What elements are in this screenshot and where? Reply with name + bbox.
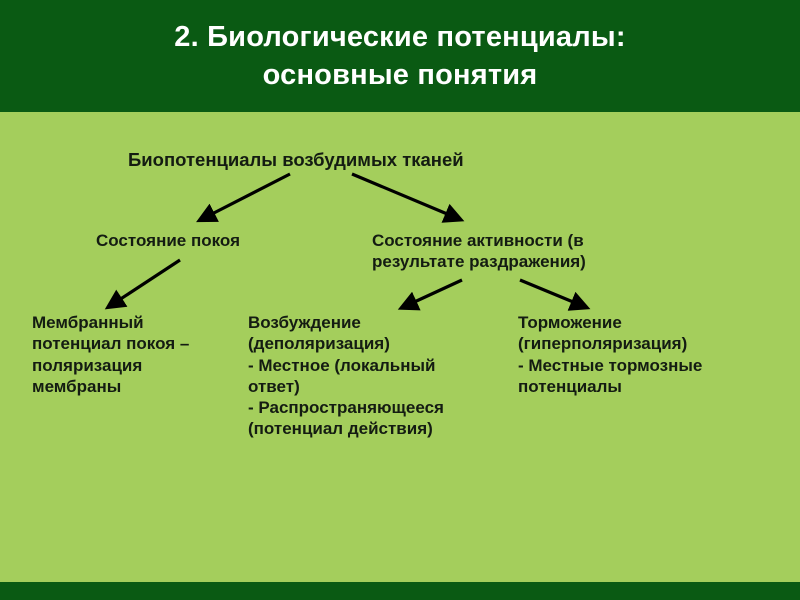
connector-active-to-excitation [410,280,462,304]
node-inhibition-line-1: Торможение [518,313,622,332]
connector-rest-to-membrane-potential [116,260,180,302]
node-inhibition-line-3: - Местные тормозные [518,355,703,375]
node-membrane-potential-line-3: поляризация [32,355,143,375]
node-inhibition-line-2: (гиперполяризация) [518,334,688,354]
diagram-node-root [128,148,548,171]
diagram-node-excitation [248,312,513,440]
node-excitation-line-1: Возбуждение [248,313,361,332]
connector-root-to-active [352,174,452,216]
node-excitation-line-5: - Распространяющееся [248,398,444,417]
node-membrane-potential-line-4: мембраны [32,376,122,396]
node-root-line-1: Биопотенциалы возбудимых тканей [128,149,464,170]
diagram-node-rest [96,230,356,251]
slide-footer-band [0,582,800,600]
node-excitation-line-2: (деполяризация) [248,334,390,354]
node-active-line-2: результате раздражения) [372,252,586,272]
connector-root-to-rest [208,174,290,216]
diagram-node-inhibition [518,312,748,397]
slide-title-band [0,0,800,112]
node-inhibition-line-4: потенциалы [518,376,622,396]
page-title-line-1: 2. Биологические потенциалы: [174,21,626,53]
node-rest-line-1: Состояние покоя [96,231,240,250]
node-membrane-potential-line-1: Мембранный [32,313,144,332]
node-active-line-1: Состояние активности (в [372,231,584,250]
node-excitation-line-6: (потенциал действия) [248,419,433,439]
node-membrane-potential-line-2: потенциал покоя – [32,334,190,354]
connector-active-to-inhibition [520,280,578,304]
node-excitation-line-4: ответ) [248,376,300,396]
diagram-canvas [0,112,800,582]
diagram-node-membrane-potential [32,312,232,397]
node-excitation-line-3: - Местное (локальный [248,355,436,375]
diagram-node-active [372,230,672,273]
page-title-line-2: основные понятия [262,59,538,91]
